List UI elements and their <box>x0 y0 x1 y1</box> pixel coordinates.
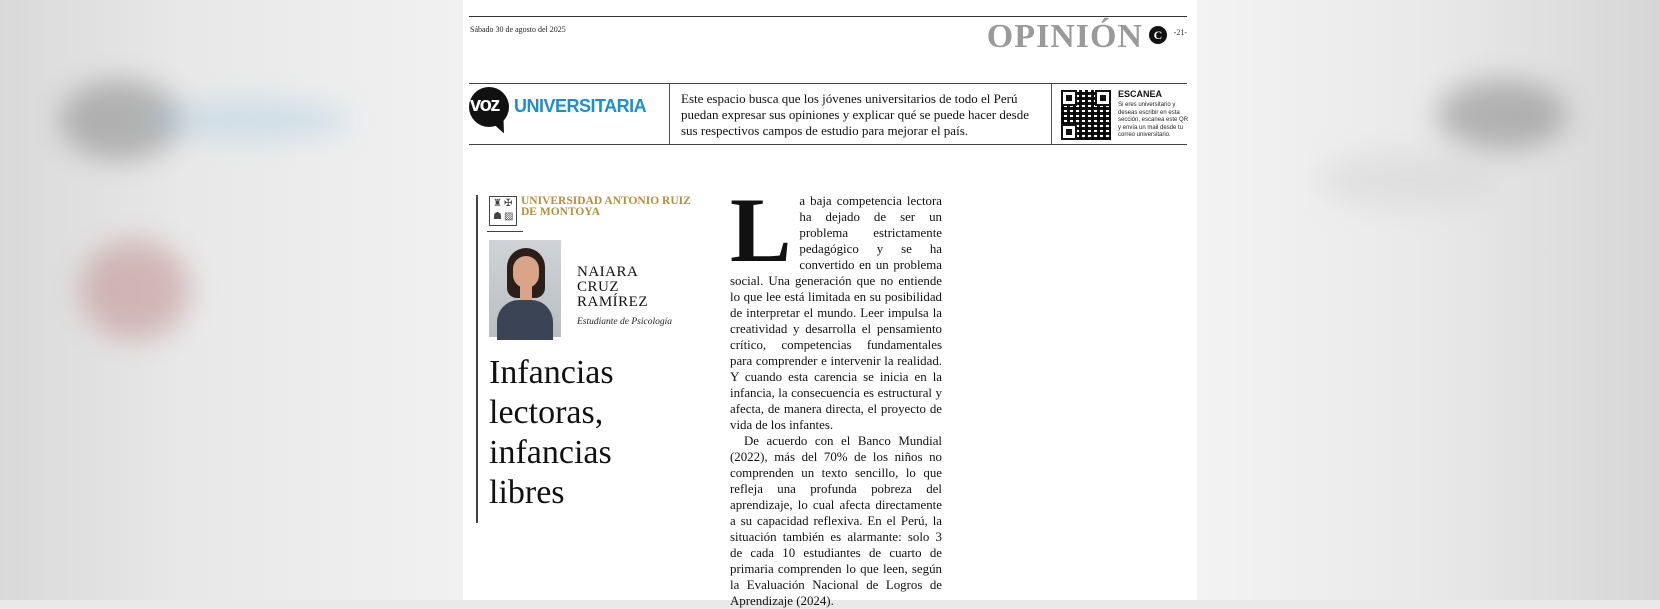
article-paragraph <box>730 179 942 433</box>
scan-title: ESCANEA <box>1118 89 1163 99</box>
author-photo <box>489 240 561 337</box>
university-name: UNIVERSIDAD ANTONIO RUIZ DE MONTOYA <box>521 195 691 218</box>
photo-body <box>497 300 553 340</box>
voz-logo-text: voz <box>470 94 499 116</box>
blur-shape <box>80 240 190 340</box>
author-role: Estudiante de Psicología <box>577 317 672 327</box>
header-rule <box>469 16 1187 17</box>
sidebar-rule <box>476 195 478 523</box>
article-headline: Infancias lectoras, infancias libres <box>489 354 614 511</box>
scan-instructions: Si eres universitario y deseas escribir en esta sección, escanea este QR y envía un mail desde tu correo universitario. <box>1118 102 1189 138</box>
university-crest-icon: ♜ ✠ ☗ ▨ <box>489 196 517 226</box>
qr-finder <box>1061 124 1077 140</box>
paragraph-text: a baja competencia lectora ha dejado de ser un problema estrictamente pedagógico y se ha convertido en un problema social. Una generación que no entiende lo que lee está limitada en su posibilidad de interpretar el mundo. Leer impulsa la creatividad y desarrolla el pensamiento crítico, competencias fundamentales para comprender e intervenir la realidad. Y cuando esta carencia se inicia en la infancia, la consecuencia es estructural y afecta, de manera directa, el proyecto de vida de los infantes. <box>730 194 942 432</box>
blur-shape <box>150 100 350 140</box>
photo-face <box>513 256 539 288</box>
band-description: Este espacio busca que los jóvenes universitarios de todo el Perú puedan expresar sus opiniones y explicar qué se puede hacer desde sus respectivos campos de estudio para mejorar el país. <box>681 91 1029 138</box>
newspaper-page <box>463 0 1197 608</box>
band-divider <box>669 84 670 144</box>
blur-shape <box>1437 80 1567 150</box>
author-name-line: CRUZ <box>577 279 620 295</box>
university-rule <box>487 231 523 232</box>
page-date: Sábado 30 de agosto del 2025 <box>470 25 566 34</box>
blur-shape <box>1317 150 1497 210</box>
speech-bubble-tail <box>493 118 510 136</box>
drop-cap: L <box>730 179 792 281</box>
newspaper-logo-icon: C <box>1149 26 1167 44</box>
blurred-background-left <box>0 0 463 600</box>
universitaria-logo-text: UNIVERSITARIA <box>514 96 647 116</box>
qr-code-icon[interactable] <box>1061 90 1111 140</box>
qr-finder <box>1095 90 1111 106</box>
section-title: OPINIÓN <box>986 18 1143 55</box>
author-name-line: RAMÍREZ <box>577 294 648 310</box>
page-number: -21- <box>1173 28 1187 37</box>
voz-universitaria-band <box>469 83 1187 145</box>
band-divider <box>1051 84 1052 144</box>
qr-finder <box>1061 90 1077 106</box>
blurred-background-right <box>1197 0 1660 600</box>
author-name <box>577 265 648 310</box>
author-name-line: NAIARA <box>577 264 639 280</box>
article-paragraph: De acuerdo con el Banco Mundial (2022), más del 70% de los niños no comprenden un texto sencillo, lo que refleja una profunda pobreza del aprendizaje, lo cual afecta directamente a su capacidad reflexiva. En el Perú, la situación también es alarmante: solo 3 de cada 10 estudiantes de cuarto de primaria comprenden lo que leen, según la Evaluación Nacional de Logros de Aprendizaje (2024). <box>730 434 942 608</box>
article-column-1 <box>730 179 942 609</box>
